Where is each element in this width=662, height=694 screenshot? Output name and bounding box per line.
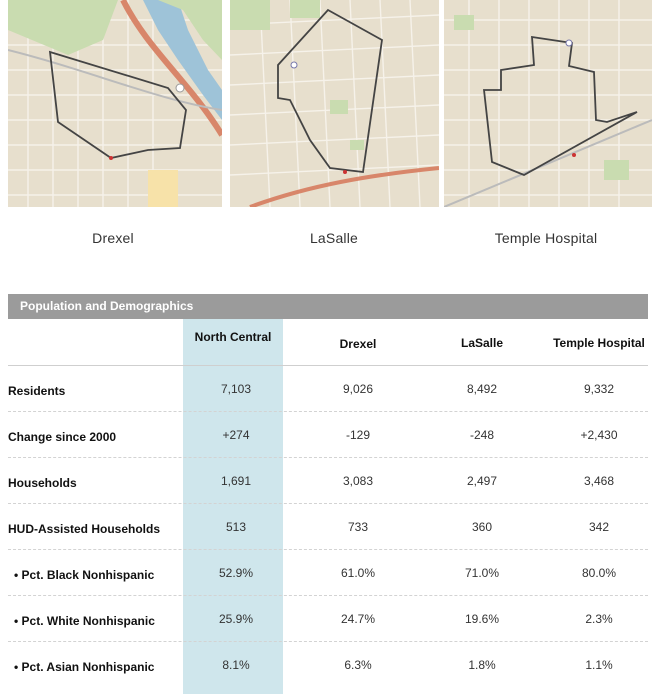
cell-temple-hospital: 80.0% (581, 566, 617, 580)
cell-lasalle: 71.0% (464, 566, 500, 580)
cell-drexel: 9,026 (342, 382, 374, 396)
map-temple-graphic (444, 0, 652, 207)
row-label: Residents (8, 384, 66, 398)
row-label: Change since 2000 (8, 430, 117, 444)
cell-north-central: 7,103 (220, 382, 252, 396)
cell-lasalle: -248 (469, 428, 495, 442)
column-header-drexel: Drexel (339, 337, 377, 351)
column-header-temple-hospital: Temple Hospital (553, 336, 645, 350)
cell-temple-hospital: 9,332 (583, 382, 615, 396)
table-row (8, 366, 648, 412)
cell-north-central: 25.9% (218, 612, 254, 626)
cell-lasalle: 1.8% (468, 658, 496, 672)
demographics-table (8, 294, 648, 674)
cell-lasalle: 2,497 (466, 474, 498, 488)
cell-drexel: 6.3% (344, 658, 372, 672)
cell-north-central: 1,691 (220, 474, 252, 488)
cell-temple-hospital: 1.1% (585, 658, 613, 672)
cell-temple-hospital: 2.3% (585, 612, 613, 626)
cell-drexel: 24.7% (340, 612, 376, 626)
table-row (8, 458, 648, 504)
table-row (8, 596, 648, 642)
column-header-north-central: North Central (194, 330, 272, 344)
cell-drexel: 61.0% (340, 566, 376, 580)
cell-temple-hospital: +2,430 (580, 428, 618, 442)
row-label: Households (8, 476, 77, 490)
row-label: HUD-Assisted Households (8, 522, 161, 536)
cell-temple-hospital: 3,468 (583, 474, 615, 488)
column-header-lasalle: LaSalle (460, 336, 504, 350)
map-lasalle-graphic (230, 0, 439, 207)
map-lasalle (230, 0, 439, 207)
cell-north-central: +274 (222, 428, 250, 442)
table-row (8, 550, 648, 596)
cell-lasalle: 8,492 (466, 382, 498, 396)
map-drexel (8, 0, 222, 207)
cell-drexel: -129 (345, 428, 371, 442)
row-label: • Pct. Black Nonhispanic (14, 568, 155, 582)
cell-north-central: 52.9% (218, 566, 254, 580)
cell-north-central: 8.1% (222, 658, 250, 672)
map-caption-drexel: Drexel (92, 230, 134, 246)
cell-north-central: 513 (225, 520, 247, 534)
table-title: Population and Demographics (8, 294, 648, 319)
neighborhood-maps (8, 0, 652, 210)
row-label: • Pct. White Nonhispanic (14, 614, 155, 628)
map-drexel-graphic (8, 0, 222, 207)
table-row (8, 412, 648, 458)
table-row (8, 642, 648, 688)
map-caption-lasalle: LaSalle (309, 230, 359, 246)
row-label: • Pct. Asian Nonhispanic (14, 660, 155, 674)
cell-drexel: 733 (347, 520, 369, 534)
cell-drexel: 3,083 (342, 474, 374, 488)
map-caption-temple-hospital: Temple Hospital (494, 230, 598, 246)
table-row (8, 504, 648, 550)
cell-temple-hospital: 342 (588, 520, 610, 534)
map-temple-hospital (444, 0, 652, 207)
cell-lasalle: 360 (471, 520, 493, 534)
cell-lasalle: 19.6% (464, 612, 500, 626)
